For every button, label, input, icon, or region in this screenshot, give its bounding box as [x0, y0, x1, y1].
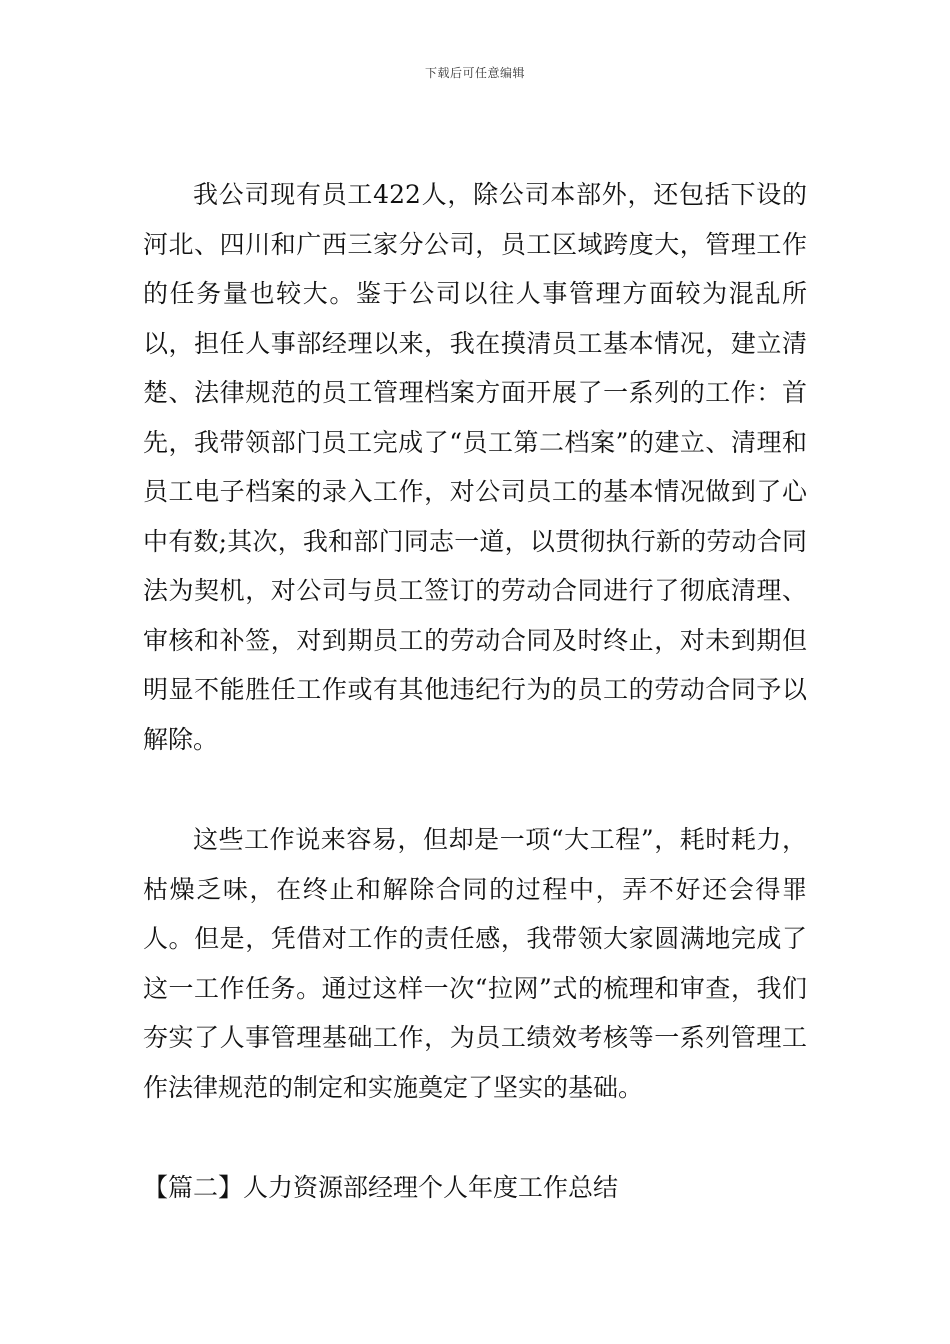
download-note: 下载后可任意编辑	[424, 66, 525, 80]
section-title: 【篇二】人力资源部经理个人年度工作总结	[143, 1173, 619, 1202]
paragraph-2: 这些工作说来容易，但却是一项“大工程”，耗时耗力，枯燥乏味，在终止和解除合同的过程中，弄不好还会得罪人。但是，凭借对工作的责任感，我带领大家圆满地完成了这一工作任务。通过这样一次“拉网”式的梳理和审查，我们夯实了人事管理基础工作，为员工绩效考核等一系列管理工作法律规范的制定和实施奠定了坚实的基础。	[143, 825, 807, 1102]
paragraph-1: 我公司现有员工422人，除公司本部外，还包括下设的河北、四川和广西三家分公司，员工区域跨度大，管理工作的任务量也较大。鉴于公司以往人事管理方面较为混乱所以，担任人事部经理以来，我在摸清员工基本情况，建立清楚、法律规范的员工管理档案方面开展了一系列的工作：首先，我带领部门员工完成了“员工第二档案”的建立、清理和员工电子档案的录入工作，对公司员工的基本情况做到了心中有数;其次，我和部门同志一道，以贯彻执行新的劳动合同法为契机，对公司与员工签订的劳动合同进行了彻底清理、审核和补签，对到期员工的劳动合同及时终止，对未到期但明显不能胜任工作或有其他违纪行为的员工的劳动合同予以解除。	[143, 180, 807, 754]
document-body	[143, 170, 807, 1213]
